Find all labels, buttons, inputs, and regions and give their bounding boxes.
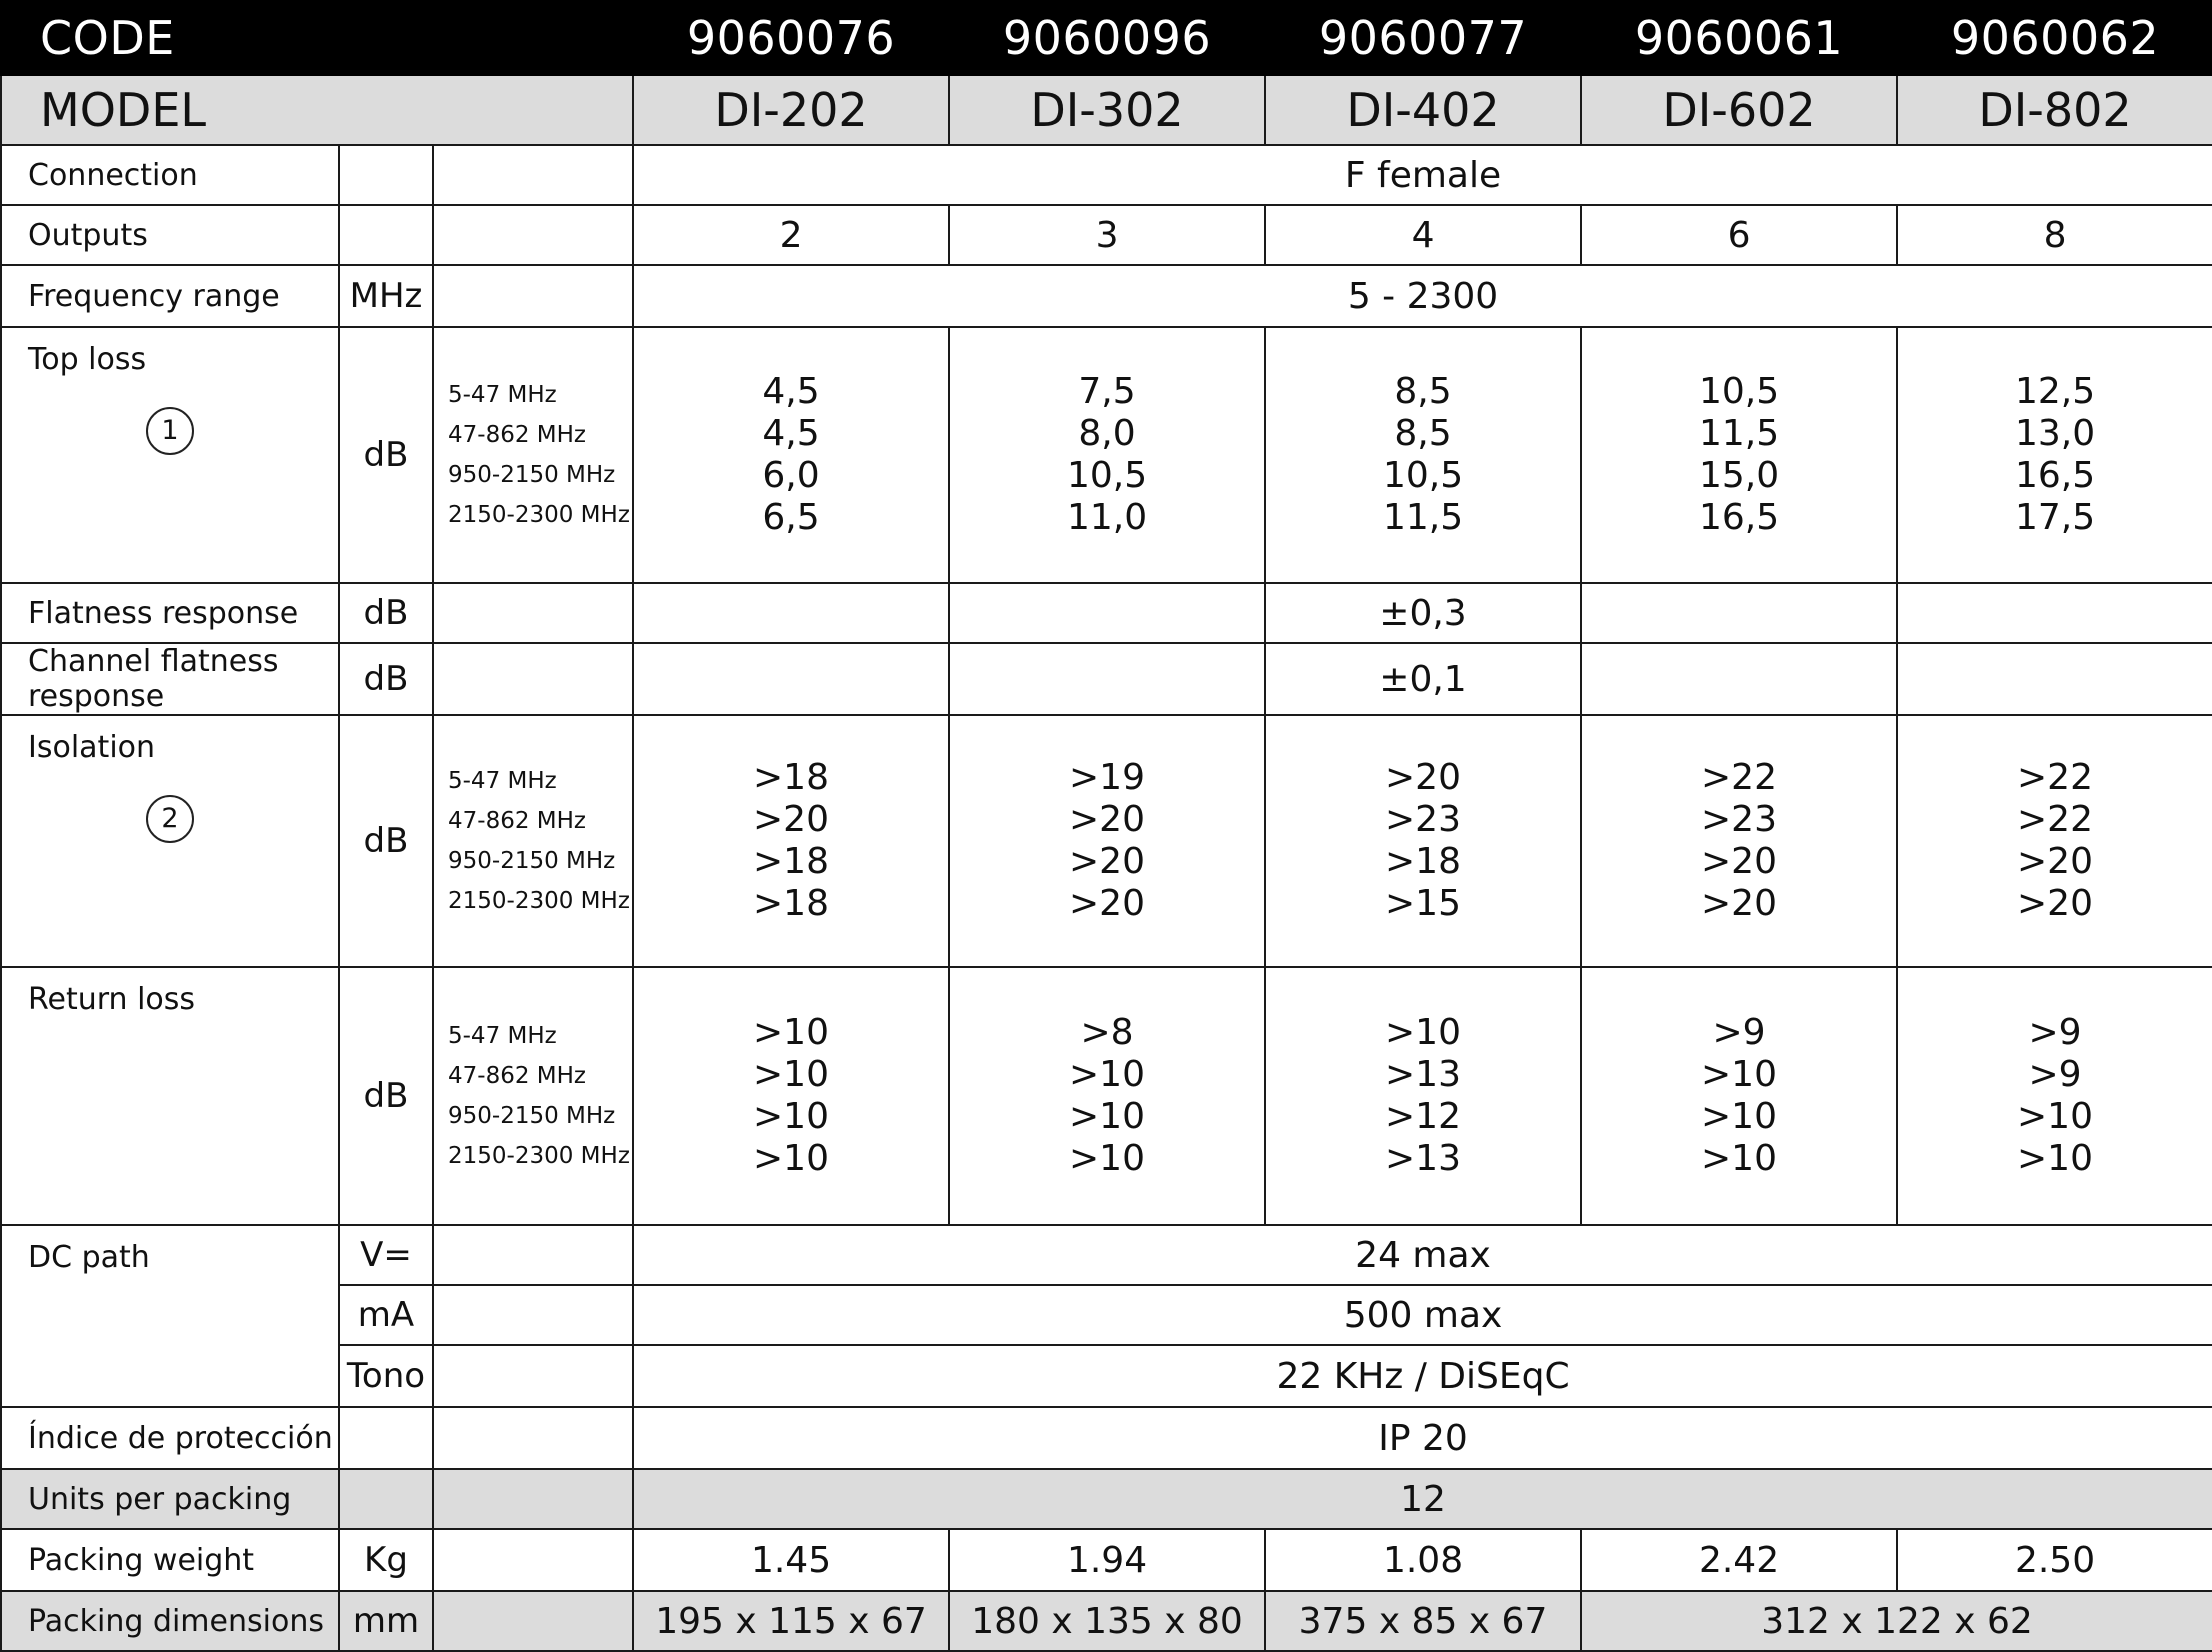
note-marker: 2 xyxy=(146,795,194,843)
row-label: Channel flatness response xyxy=(1,643,339,715)
band-cell xyxy=(433,1285,633,1345)
packing-weight-row xyxy=(1,1529,2212,1591)
value: >10 xyxy=(2017,1138,2093,1179)
band-label: 950-2150 MHz xyxy=(448,1103,616,1129)
dc-voltage-value: 24 max xyxy=(633,1225,2212,1285)
code-cell: 9060061 xyxy=(1581,1,1897,75)
value: 11,5 xyxy=(1382,497,1464,538)
value: 15,0 xyxy=(1698,455,1780,496)
value: >10 xyxy=(1069,1054,1145,1095)
band-label: 2150-2300 MHz xyxy=(448,1143,630,1169)
band-cell xyxy=(433,1469,633,1529)
value: >18 xyxy=(753,757,829,798)
dc-tone-value: 22 KHz / DiSEqC xyxy=(633,1345,2212,1407)
band-label: 5-47 MHz xyxy=(448,768,557,794)
connection-row xyxy=(1,145,2212,205)
value: >10 xyxy=(1385,1012,1461,1053)
band-label: 2150-2300 MHz xyxy=(448,502,630,528)
unit-cell: MHz xyxy=(339,265,433,327)
value: 16,5 xyxy=(2014,455,2096,496)
unit-cell: V= xyxy=(339,1225,433,1285)
band-label: 47-862 MHz xyxy=(448,808,586,834)
value: >22 xyxy=(2017,757,2093,798)
value: >23 xyxy=(1385,799,1461,840)
value: 17,5 xyxy=(2014,497,2096,538)
tap-loss-values xyxy=(1265,327,1581,583)
value: >20 xyxy=(1385,757,1461,798)
empty-cell xyxy=(1581,643,1897,715)
row-label: Packing dimensions xyxy=(1,1591,339,1651)
empty-cell xyxy=(1581,583,1897,643)
row-label: Units per packing xyxy=(1,1469,339,1529)
tap-loss-values xyxy=(1897,327,2212,583)
unit-cell: Kg xyxy=(339,1529,433,1591)
tap-loss-values xyxy=(949,327,1265,583)
packing-dimensions-value: 180 x 135 x 80 xyxy=(949,1591,1265,1651)
model-cell: DI-602 xyxy=(1581,75,1897,145)
unit-cell: dB xyxy=(339,643,433,715)
value: 6,0 xyxy=(762,455,820,496)
tap-loss-values xyxy=(1581,327,1897,583)
value: 11,5 xyxy=(1698,413,1780,454)
band-list xyxy=(433,327,633,583)
return-loss-values xyxy=(633,967,949,1225)
value: >13 xyxy=(1385,1054,1461,1095)
value: 7,5 xyxy=(1078,371,1136,412)
isolation-values xyxy=(1897,715,2212,967)
packing-dimensions-row xyxy=(1,1591,2212,1651)
isolation-values xyxy=(633,715,949,967)
model-label: MODEL xyxy=(1,75,633,145)
code-cell: 9060062 xyxy=(1897,1,2212,75)
value: >19 xyxy=(1069,757,1145,798)
code-row xyxy=(1,1,2212,75)
value: >15 xyxy=(1385,883,1461,924)
value: >12 xyxy=(1385,1096,1461,1137)
outputs-value: 8 xyxy=(1897,205,2212,265)
empty-cell xyxy=(1897,643,2212,715)
code-cell: 9060076 xyxy=(633,1,949,75)
band-cell xyxy=(433,1591,633,1651)
return-loss-values xyxy=(1897,967,2212,1225)
band-cell xyxy=(433,1345,633,1407)
value: >10 xyxy=(753,1138,829,1179)
value: 12,5 xyxy=(2014,371,2096,412)
row-label: Flatness response xyxy=(1,583,339,643)
empty-cell xyxy=(633,583,949,643)
value: >23 xyxy=(1701,799,1777,840)
model-cell: DI-402 xyxy=(1265,75,1581,145)
channel-flatness-row xyxy=(1,643,2212,715)
row-label: Isolation xyxy=(28,730,156,765)
outputs-value: 2 xyxy=(633,205,949,265)
units-per-packing-row xyxy=(1,1469,2212,1529)
packing-weight-value: 2.50 xyxy=(1897,1529,2212,1591)
value: >20 xyxy=(2017,841,2093,882)
note-marker: 1 xyxy=(146,407,194,455)
model-row xyxy=(1,75,2212,145)
value: >10 xyxy=(2017,1096,2093,1137)
row-label: Top loss xyxy=(28,342,147,377)
outputs-value: 6 xyxy=(1581,205,1897,265)
row-label: Outputs xyxy=(1,205,339,265)
band-cell xyxy=(433,1529,633,1591)
row-label: Return loss xyxy=(1,967,339,1225)
frequency-row xyxy=(1,265,2212,327)
value: >18 xyxy=(1385,841,1461,882)
value: 10,5 xyxy=(1698,371,1780,412)
protection-value: IP 20 xyxy=(633,1407,2212,1469)
row-label: Frequency range xyxy=(1,265,339,327)
band-list xyxy=(433,715,633,967)
value: >20 xyxy=(1069,799,1145,840)
band-cell xyxy=(433,1225,633,1285)
value: 8,5 xyxy=(1394,413,1452,454)
value: >10 xyxy=(1701,1096,1777,1137)
value: >18 xyxy=(753,841,829,882)
code-cell: 9060096 xyxy=(949,1,1265,75)
band-label: 950-2150 MHz xyxy=(448,462,616,488)
value: >10 xyxy=(1069,1096,1145,1137)
empty-cell xyxy=(949,583,1265,643)
packing-dimensions-value: 312 x 122 x 62 xyxy=(1581,1591,2212,1651)
isolation-values xyxy=(1265,715,1581,967)
return-loss-values xyxy=(949,967,1265,1225)
unit-cell xyxy=(339,145,433,205)
unit-cell: mm xyxy=(339,1591,433,1651)
code-cell: 9060077 xyxy=(1265,1,1581,75)
outputs-value: 3 xyxy=(949,205,1265,265)
flatness-value: ±0,3 xyxy=(1265,583,1581,643)
packing-weight-value: 2.42 xyxy=(1581,1529,1897,1591)
unit-cell xyxy=(339,1469,433,1529)
dc-path-voltage-row xyxy=(1,1225,2212,1285)
value: >8 xyxy=(1080,1012,1134,1053)
value: 10,5 xyxy=(1382,455,1464,496)
unit-cell: dB xyxy=(339,583,433,643)
model-cell: DI-302 xyxy=(949,75,1265,145)
unit-cell xyxy=(339,205,433,265)
packing-weight-value: 1.45 xyxy=(633,1529,949,1591)
tap-loss-values xyxy=(633,327,949,583)
band-cell xyxy=(433,265,633,327)
band-cell xyxy=(433,145,633,205)
band-label: 47-862 MHz xyxy=(448,422,586,448)
value: >18 xyxy=(753,883,829,924)
value: >10 xyxy=(1069,1138,1145,1179)
value: 10,5 xyxy=(1066,455,1148,496)
value: >10 xyxy=(1701,1138,1777,1179)
unit-cell: dB xyxy=(339,327,433,583)
return-loss-values xyxy=(1265,967,1581,1225)
return-loss-values xyxy=(1581,967,1897,1225)
empty-cell xyxy=(949,643,1265,715)
channel-flatness-value: ±0,1 xyxy=(1265,643,1581,715)
band-label: 950-2150 MHz xyxy=(448,848,616,874)
model-cell: DI-802 xyxy=(1897,75,2212,145)
unit-cell: dB xyxy=(339,715,433,967)
row-label: Índice de protección xyxy=(1,1407,339,1469)
value: >10 xyxy=(753,1012,829,1053)
band-cell xyxy=(433,1407,633,1469)
connection-value: F female xyxy=(633,145,2212,205)
unit-cell xyxy=(339,1407,433,1469)
value: 8,5 xyxy=(1394,371,1452,412)
value: 16,5 xyxy=(1698,497,1780,538)
band-label: 2150-2300 MHz xyxy=(448,888,630,914)
value: >20 xyxy=(1701,841,1777,882)
packing-dimensions-value: 195 x 115 x 67 xyxy=(633,1591,949,1651)
value: >20 xyxy=(1069,883,1145,924)
protection-row xyxy=(1,1407,2212,1469)
band-label: 5-47 MHz xyxy=(448,382,557,408)
empty-cell xyxy=(1897,583,2212,643)
isolation-row xyxy=(1,715,2212,967)
isolation-values xyxy=(1581,715,1897,967)
value: >10 xyxy=(1701,1054,1777,1095)
value: >10 xyxy=(753,1054,829,1095)
value: >20 xyxy=(1701,883,1777,924)
row-label: DC path xyxy=(1,1225,339,1407)
value: >10 xyxy=(753,1096,829,1137)
isolation-values xyxy=(949,715,1265,967)
row-label: Connection xyxy=(1,145,339,205)
outputs-row xyxy=(1,205,2212,265)
isolation-label-cell xyxy=(1,715,339,967)
value: 4,5 xyxy=(762,371,820,412)
band-cell xyxy=(433,583,633,643)
band-label: 47-862 MHz xyxy=(448,1063,586,1089)
outputs-value: 4 xyxy=(1265,205,1581,265)
flatness-row xyxy=(1,583,2212,643)
value: 13,0 xyxy=(2014,413,2096,454)
value: 6,5 xyxy=(762,497,820,538)
row-label: Packing weight xyxy=(1,1529,339,1591)
band-cell xyxy=(433,643,633,715)
packing-weight-value: 1.08 xyxy=(1265,1529,1581,1591)
value: >22 xyxy=(2017,799,2093,840)
band-label: 5-47 MHz xyxy=(448,1023,557,1049)
value: 4,5 xyxy=(762,413,820,454)
value: >20 xyxy=(753,799,829,840)
value: >9 xyxy=(1712,1012,1766,1053)
value: >13 xyxy=(1385,1138,1461,1179)
value: >9 xyxy=(2028,1054,2082,1095)
unit-cell: Tono xyxy=(339,1345,433,1407)
packing-weight-value: 1.94 xyxy=(949,1529,1265,1591)
value: >20 xyxy=(1069,841,1145,882)
value: 11,0 xyxy=(1066,497,1148,538)
value: >22 xyxy=(1701,757,1777,798)
tap-loss-row xyxy=(1,327,2212,583)
frequency-value: 5 - 2300 xyxy=(633,265,2212,327)
dc-current-value: 500 max xyxy=(633,1285,2212,1345)
tap-loss-label-cell xyxy=(1,327,339,583)
return-loss-row xyxy=(1,967,2212,1225)
band-cell xyxy=(433,205,633,265)
model-cell: DI-202 xyxy=(633,75,949,145)
empty-cell xyxy=(633,643,949,715)
packing-dimensions-value: 375 x 85 x 67 xyxy=(1265,1591,1581,1651)
value: >20 xyxy=(2017,883,2093,924)
value: >9 xyxy=(2028,1012,2082,1053)
unit-cell: mA xyxy=(339,1285,433,1345)
units-per-packing-value: 12 xyxy=(633,1469,2212,1529)
unit-cell: dB xyxy=(339,967,433,1225)
band-list xyxy=(433,967,633,1225)
value: 8,0 xyxy=(1078,413,1136,454)
code-label: CODE xyxy=(1,1,633,75)
